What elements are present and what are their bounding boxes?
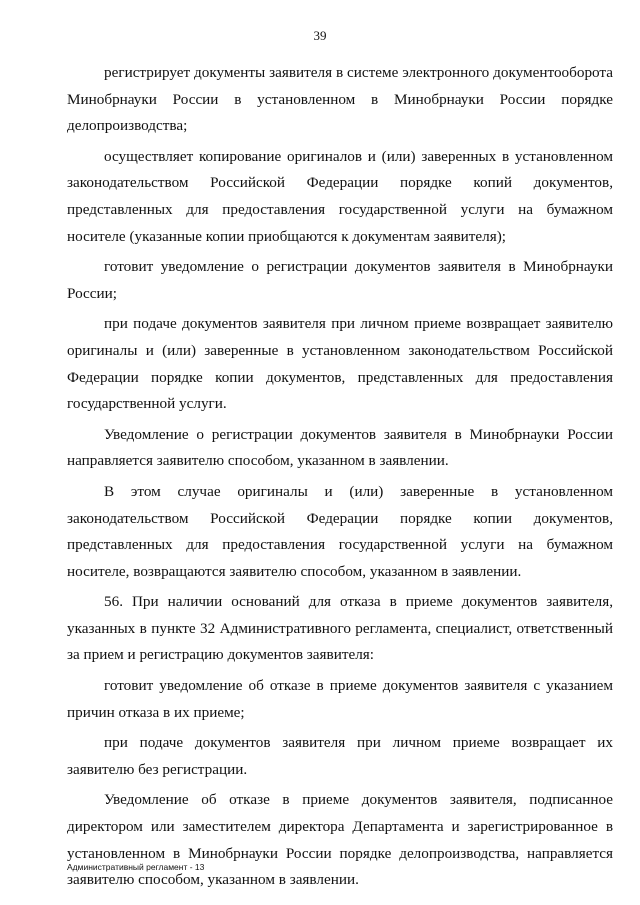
paragraph-copy-originals: осуществляет копирование оригиналов и (или) заверенных в установленном законодательством Российской Федерации порядке копий документов, представленных для предоставления государственной услуги на бумажном носителе (указанные копии приобщаются к документам заявителя); <box>67 147 613 245</box>
paragraph-originals-returned: В этом случае оригиналы и (или) заверенные в установленном законодательством Российской Федерации порядке копии документов, представленных для предоставления государственной услуги на бумажном носителе, возвращаются заявителю способом, указанном в заявлении. <box>67 482 613 580</box>
body-text <box>67 60 613 898</box>
paragraph-return-originals: при подаче документов заявителя при личном приеме возвращает заявителю оригиналы и (или) заверенные в установленном законодательством Российской Федерации порядке копии документов, представленных для предоставления государственной услуги. <box>67 315 613 413</box>
paragraph-register-documents: регистрирует документы заявителя в системе электронного документооборота Минобрнауки России в установленном в Минобрнауки России порядке делопроизводства; <box>67 64 613 135</box>
paragraph-return-without-registration: при подаче документов заявителя при личном приеме возвращает их заявителю без регистрации. <box>67 734 613 778</box>
paragraph-notice-sent: Уведомление о регистрации документов заявителя в Минобрнауки России направляется заявителю способом, указанном в заявлении. <box>67 425 613 470</box>
paragraph-refusal-notice-signed: Уведомление об отказе в приеме документов заявителя, подписанное директором или заместителем директора Департамента и зарегистрированное в установленном в Минобрнауки России порядке делопроизводства, направляется заявителю способом, указанном в заявлении. <box>67 791 613 889</box>
page-number: 39 <box>313 28 327 43</box>
paragraph-clause-56: 56. При наличии оснований для отказа в приеме документов заявителя, указанных в пункте 32 Административного регламента, специалист, ответственный за прием и регистрацию документов заявителя: <box>67 593 613 664</box>
paragraph-prepare-refusal-notice: готовит уведомление об отказе в приеме документов заявителя с указанием причин отказа в их приеме; <box>67 677 613 721</box>
footer-text: Административный регламент - 13 <box>67 862 205 872</box>
paragraph-prepare-registration-notice: готовит уведомление о регистрации документов заявителя в Минобрнауки России; <box>67 258 613 302</box>
